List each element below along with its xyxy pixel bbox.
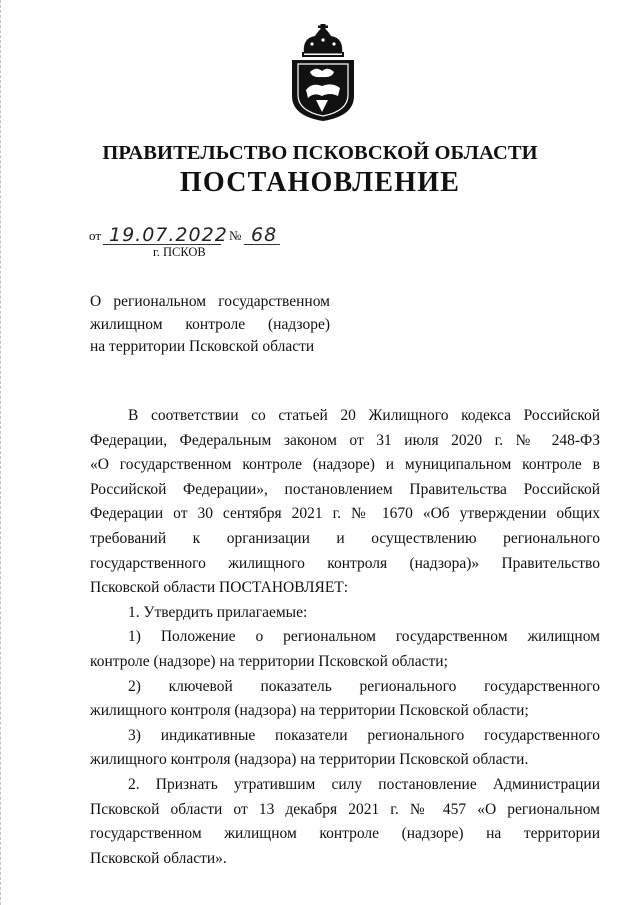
body-line: контроле (надзоре) на территории Псковской области; <box>90 652 448 670</box>
body-line: жилищного контроля (надзора) на территории Псковской области; <box>90 702 529 720</box>
coat-of-arms-emblem <box>282 24 364 122</box>
body-line: государственном жилищном контроле (надзоре) на территории <box>90 825 600 843</box>
body-line: Федерации, Федеральным законом от 31 июля 2020 г. № 248-ФЗ <box>90 431 600 449</box>
body-line: В соответствии со статьей 20 Жилищного кодекса Российской <box>128 407 600 424</box>
government-title: ПРАВИТЕЛЬСТВО ПСКОВСКОЙ ОБЛАСТИ <box>102 142 538 164</box>
body-line: 1) Положение о региональном государственном жилищном <box>128 628 600 646</box>
body-line: «О государственном контроле (надзоре) и муниципальном контроле в <box>90 456 600 474</box>
body-line: 1. Утвердить прилагаемые: <box>128 603 308 621</box>
document-body <box>90 404 600 871</box>
date-prefix: от <box>89 228 102 243</box>
body-line: жилищного контроля (надзора) на территории Псковской области. <box>90 751 529 769</box>
body-line: 2. Признать утратившим силу постановление Администрации <box>128 775 600 793</box>
number-prefix: № <box>229 228 242 243</box>
body-line: Федерации от 30 сентября 2021 г. № 1670 «Об утверждении общих <box>90 505 600 523</box>
body-line: Псковской области от 13 декабря 2021 г. № 457 «О региональном <box>90 800 600 818</box>
subject-line: жилищном контроле (надзоре) <box>90 315 330 333</box>
handwritten-date: 19.07.2022 <box>109 224 228 246</box>
document-subject <box>90 291 330 359</box>
subject-line: на территории Псковской области <box>90 338 315 355</box>
document-type-title: ПОСТАНОВЛЕНИЕ <box>179 167 461 198</box>
scan-edge-artifact <box>0 0 5 905</box>
subject-line: О региональном государственном <box>90 293 330 310</box>
handwritten-number: 68 <box>251 224 278 246</box>
city-label: г. ПСКОВ <box>153 245 206 259</box>
body-line: государственного жилищного контроля (надзора)» Правительство <box>90 554 600 572</box>
body-line: требований к организации и осуществлению регионального <box>90 529 600 547</box>
body-line: Псковской области». <box>90 849 227 867</box>
body-line: Российской Федерации», постановлением Правительства Российской <box>90 480 600 498</box>
body-line: Псковской области ПОСТАНОВЛЯЕТ: <box>90 579 349 597</box>
body-line: 2) ключевой показатель регионального государственного <box>128 677 600 695</box>
body-line: 3) индикативные показатели регионального государственного <box>128 726 600 744</box>
